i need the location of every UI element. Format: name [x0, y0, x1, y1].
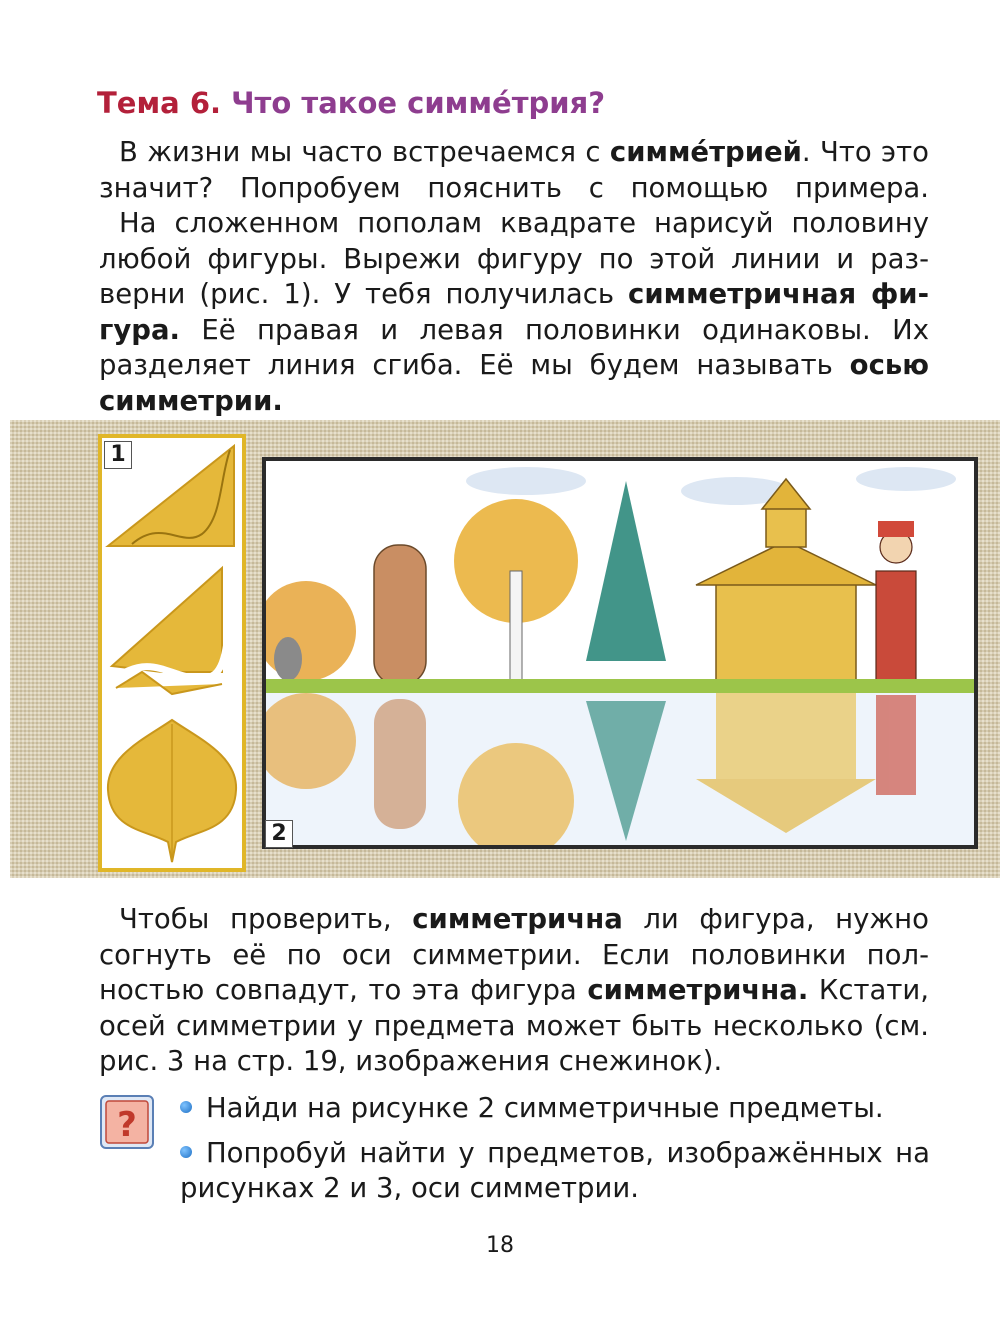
topic-number: Тема 6. [97, 86, 222, 120]
question-mark-icon [99, 1094, 155, 1150]
cloud-icon [856, 467, 956, 491]
intro-paragraph-1 [99, 135, 929, 206]
cut-half-icon [112, 568, 232, 694]
text-run: ли фигура, нужно согнуть её по оси симметрии. Если половинки полностью совпадут, то эта фигура [99, 903, 929, 1006]
bear-icon [374, 545, 426, 685]
text-run: На сложенном пополам квадрате нарисуй половину любой фигуры. Вырежи фигуру по этой линии и разверни (рис. 1). У тебя получилась [99, 207, 929, 310]
question-text: Найди на рисунке 2 симметричные предметы. [206, 1092, 884, 1124]
bullet-icon [180, 1146, 192, 1158]
question-item [180, 1136, 930, 1206]
bold-term: симметрична [412, 903, 623, 935]
figure-2-number: 2 [265, 820, 293, 848]
text-run: Чтобы проверить, [119, 903, 413, 935]
text-run: Кстати, осей симметрии у предмета может быть несколько (см. рис. 3 на стр. 19, изображения снежинок). [99, 974, 929, 1077]
bold-term: осью симметрии. [99, 349, 929, 417]
bold-term: симме́трией [609, 136, 802, 168]
bullet-icon [180, 1101, 192, 1113]
figure-1-panel [98, 434, 246, 872]
text-run: В жизни мы часто встречаемся с [119, 136, 610, 168]
text-run: . Что это значит? Попробуем пояснить с помощью примера. [99, 136, 929, 204]
svg-text:?: ? [117, 1105, 137, 1145]
question-item [180, 1091, 920, 1126]
topic-heading [97, 86, 605, 120]
page-number: 18 [486, 1233, 514, 1258]
figure-1-number: 1 [104, 441, 132, 469]
shore-line [266, 679, 974, 693]
topic-title: Что такое симме́трия? [231, 86, 606, 120]
text-run: Её правая и левая половинки одинаковы. Их разделяет линия сгиба. Её мы будем называть [99, 313, 929, 381]
figure-2-panel [262, 457, 978, 849]
question-text: Попробуй найти у предметов, изображённых на рисунках 2 и 3, оси симметрии. [180, 1137, 930, 1204]
figure-1-drawing [102, 438, 242, 868]
unfolded-leaf-icon [108, 720, 236, 862]
intro-paragraph-2 [99, 206, 929, 419]
cloud-icon [466, 467, 586, 495]
body-paragraph [99, 902, 929, 1080]
bold-term: симметрична. [587, 974, 809, 1006]
woman-icon [876, 521, 916, 681]
reflection-scene-drawing [266, 461, 974, 845]
bold-term: симметричная фигура. [99, 278, 929, 346]
hare-icon [274, 637, 302, 681]
